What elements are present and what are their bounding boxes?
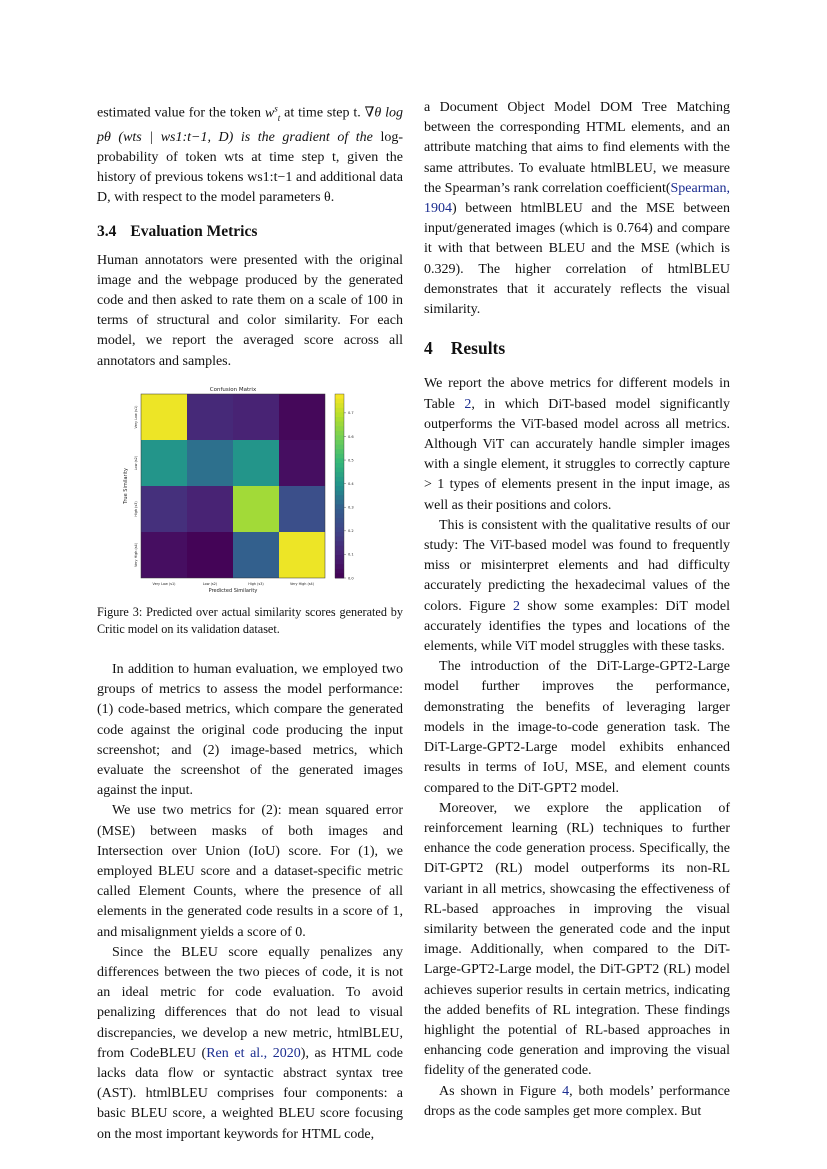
colorbar-segment [335, 421, 344, 426]
colorbar-tick-label: 0.6 [348, 434, 354, 439]
x-axis-label: Predicted Similarity [208, 587, 258, 594]
two-metrics-paragraph: We use two metrics for (2): mean squared error (MSE) between masks of both images and Intersection over Union (IoU) score. For (1), we employed BLEU score and a dataset-specific metric called Element Counts, where the presence of all elements in the generated code results in a score of 1, and misalignment yields a score of 0. [97, 803, 403, 940]
heatmap-cell-r3-c3 [279, 532, 325, 578]
heatmap-cell-r1-c0 [141, 440, 187, 486]
rl-paragraph: Moreover, we explore the application of reinforcement learning (RL) techniques to further enhance the code generation process. Specifically, the DiT-GPT2 (RL) model outperforms its non-RL variant in all metrics, showcasing the effectiveness of RL-based approaches in improving the visual similarity between the generated code and the input image. Additionally, when compared to the DiT-Large-GPT2-Large model, the DiT-GPT2 (RL) model achieves superior results in certain metrics, indicating the added benefits of RL integration. These findings highlight the potential of RL-based approaches in enhancing code generation and improving the visual fidelity of the generated code. [424, 800, 730, 1079]
colorbar-segment [335, 555, 344, 560]
x-tick-label: Very Low (s1) [152, 581, 176, 586]
heatmap-cell-r0-c3 [279, 394, 325, 440]
section-3-4-heading [97, 222, 403, 242]
y-tick-label: High (s3) [134, 501, 138, 517]
colorbar-segment [335, 454, 344, 459]
results-text-b: , in which DiT-based model significantly outperforms the ViT-based model across all metrics. Although ViT can accurately handle simpler images with a single element, it struggles to correctly capture > 1 types of elements present in the input image, as well as their positions and colors. [424, 396, 730, 513]
heatmap-cell-r0-c1 [187, 394, 233, 440]
colorbar-segment [335, 412, 344, 417]
intro-line-5: data D, with respect to the model parameters θ. [97, 170, 403, 206]
heatmap-cell-r3-c1 [187, 532, 233, 578]
large-model-paragraph: The introduction of the DiT-Large-GPT2-Large model further improves the performance, demonstrating the benefits of leveraging larger models in the image-to-code generation task. The DiT-Large-GPT2-Large model exhibits enhanced results in terms of IoU, MSE, and element counts compared to the DiT-GPT2 model. [424, 659, 730, 796]
colorbar-segment [335, 500, 344, 505]
colorbar-segment [335, 440, 344, 445]
table-2-ref[interactable]: 2 [464, 396, 472, 412]
colorbar-tick-label: 0.0 [348, 576, 354, 581]
colorbar-segment [335, 527, 344, 532]
bleu-text-a: Since the BLEU score equally penalizes any differences between the two pieces of code, it is not an ideal metric for code evaluation. To avoid penalizing differences that do not lead to visual discrepancies, we develop a new metric, htmlBLEU, from CodeBLEU ( [97, 944, 403, 1061]
colorbar-segment [335, 481, 344, 486]
colorbar-segment [335, 431, 344, 436]
left-column [97, 98, 403, 1145]
intro-line-1-math: $w^s_t$ [264, 103, 281, 123]
addition-paragraph: In addition to human evaluation, we employed two groups of metrics to assess the model performance: (1) code-based metrics, which compare the generated code against the original code producing the input screenshot; and (2) image-based metrics, which evaluate the screenshot of the generated images against the input. [97, 661, 403, 799]
right-column [424, 98, 730, 1122]
figure-3-caption: Figure 3: Predicted over actual similarity scores generated by Critic model on its validation dataset. [97, 604, 403, 636]
results-text-a: We report the above metrics for different models in Table [424, 376, 730, 412]
colorbar-segment [335, 532, 344, 537]
colorbar-segment [335, 449, 344, 454]
colorbar-segment [335, 504, 344, 509]
colorbar-segment [335, 541, 344, 546]
confusion-matrix-figure [97, 382, 403, 594]
confusion-matrix-chart [97, 382, 403, 594]
colorbar-tick-label: 0.7 [348, 411, 354, 416]
citation-ren-2020[interactable]: Ren et al., 2020 [206, 1045, 301, 1061]
heatmap-cell-r2-c2 [233, 486, 279, 532]
colorbar-segment [335, 573, 344, 578]
chart-title: Confusion Matrix [209, 386, 257, 393]
y-tick-label: Very Low (s1) [134, 405, 138, 429]
x-tick-label: Low (s2) [202, 581, 218, 586]
y-axis-label: True Similarity [123, 467, 129, 504]
colorbar-segment [335, 569, 344, 574]
colorbar-segment [335, 509, 344, 514]
heatmap-cell-r0-c0 [141, 394, 187, 440]
colorbar-segment [335, 559, 344, 564]
y-tick-label: Very High (s4) [134, 542, 138, 567]
colorbar-segment [335, 564, 344, 569]
figure-4-ref[interactable]: 4 [562, 1083, 570, 1099]
colorbar-segment [335, 495, 344, 500]
consistent-paragraph [424, 516, 730, 657]
fig4-text-a: As shown in Figure [439, 1083, 563, 1099]
colorbar-segment [335, 398, 344, 403]
colorbar-segment [335, 513, 344, 518]
colorbar-segment [335, 463, 344, 468]
section-number: 3.4 [97, 223, 117, 241]
heatmap-cell-r1-c1 [187, 440, 233, 486]
intro-line-3: log-probability of token wts at time step t, given the [97, 129, 404, 165]
colorbar-segment [335, 550, 344, 555]
colorbar-segment [335, 467, 344, 472]
colorbar-segment [335, 417, 344, 422]
colorbar-segment [335, 523, 344, 528]
heatmap-cell-r2-c1 [187, 486, 233, 532]
cont-text-a: a Document Object Model DOM Tree Matching between the corresponding HTML elements, and an attribute matching that aims to find elements with the same attributes. To evaluate htmlBLEU, we measure the Spearman’s rank correlation coefficient( [424, 100, 730, 196]
heatmap-cell-r3-c0 [141, 532, 187, 578]
htmlbleu-continued-paragraph [424, 98, 730, 320]
colorbar-segment [335, 403, 344, 408]
colorbar-segment [335, 518, 344, 523]
colorbar-segment [335, 435, 344, 440]
intro-line-1: estimated value for the token [97, 105, 262, 121]
section-4-heading [424, 338, 730, 358]
colorbar-tick-label: 0.4 [348, 481, 354, 486]
human-eval-paragraph: Human annotators were presented with the original image and the webpage produced by the generated code and then asked to rate them on a scale of 100 in terms of structural and color similarity. For each model, we report the averaged score across all annotators and samples. [97, 252, 403, 369]
fig4-text-b: , both models’ performance drops as the code samples get more complex. But [424, 1083, 731, 1119]
colorbar-segment [335, 458, 344, 463]
bleu-paragraph [97, 943, 403, 1145]
intro-line-2: ∇θ log pθ (wts | ws1:t−1, D) is the gradient of the [97, 105, 404, 145]
x-tick-label: Very High (s4) [289, 581, 315, 586]
y-tick-label: Low (s2) [134, 455, 138, 471]
colorbar-segment [335, 477, 344, 482]
consistent-text-b: show some examples: DiT model accurately identifies the types and locations of the elements, while ViT model struggles with these tasks. [424, 598, 730, 655]
colorbar-segment [335, 536, 344, 541]
heatmap-cell-r1-c3 [279, 440, 325, 486]
colorbar-tick-label: 0.3 [348, 505, 354, 510]
colorbar-segment [335, 426, 344, 431]
heatmap-cell-r3-c2 [233, 532, 279, 578]
consistent-text-a: This is consistent with the qualitative results of our study: The ViT-based model was found to frequently miss or misinterpret elements and had difficulty accurately predicting the hexadecimal values of the colors. Figure [424, 517, 730, 614]
bleu-text-b: ), as HTML code lacks data flow or syntactic abstract syntax tree (AST). htmlBLEU comprises four components: a basic BLEU score, a weighted BLEU score focusing on the most important keywords for HTML code, [97, 1045, 403, 1142]
colorbar-tick-label: 0.2 [348, 529, 354, 534]
colorbar-tick-label: 0.1 [348, 552, 354, 557]
colorbar-segment [335, 546, 344, 551]
intro-line-4: history of previous tokens ws1:t−1 and additional [97, 170, 376, 186]
intro-line-1-end: at time step t. [284, 105, 361, 121]
colorbar-segment [335, 486, 344, 491]
results-paragraph [424, 374, 730, 515]
colorbar-segment [335, 394, 344, 399]
citation-spearman-1904[interactable]: Spearman, 1904 [424, 180, 730, 217]
heatmap-cell-r2-c3 [279, 486, 325, 532]
colorbar-tick-label: 0.5 [348, 458, 354, 463]
heatmap-cell-r2-c0 [141, 486, 187, 532]
figure-2-ref[interactable]: 2 [513, 598, 520, 614]
colorbar-segment [335, 472, 344, 477]
section-title: Results [450, 338, 506, 359]
x-tick-label: High (s3) [248, 581, 264, 586]
colorbar-segment [335, 490, 344, 495]
heatmap-cell-r1-c2 [233, 440, 279, 486]
heatmap-cell-r0-c2 [233, 394, 279, 440]
colorbar-segment [335, 408, 344, 413]
intro-paragraph [97, 98, 403, 208]
section-title: Evaluation Metrics [130, 223, 258, 241]
colorbar-segment [335, 444, 344, 449]
figure-4-paragraph [424, 1082, 730, 1122]
section-number: 4 [424, 338, 433, 359]
cont-text-b: ) between htmlBLEU and the MSE between input/generated images (which is 0.764) and compare it with that between BLEU and the MSE (which is 0.329). The higher correlation of htmlBLEU demonstrates that it accurately reflects the visual similarity. [424, 201, 730, 318]
